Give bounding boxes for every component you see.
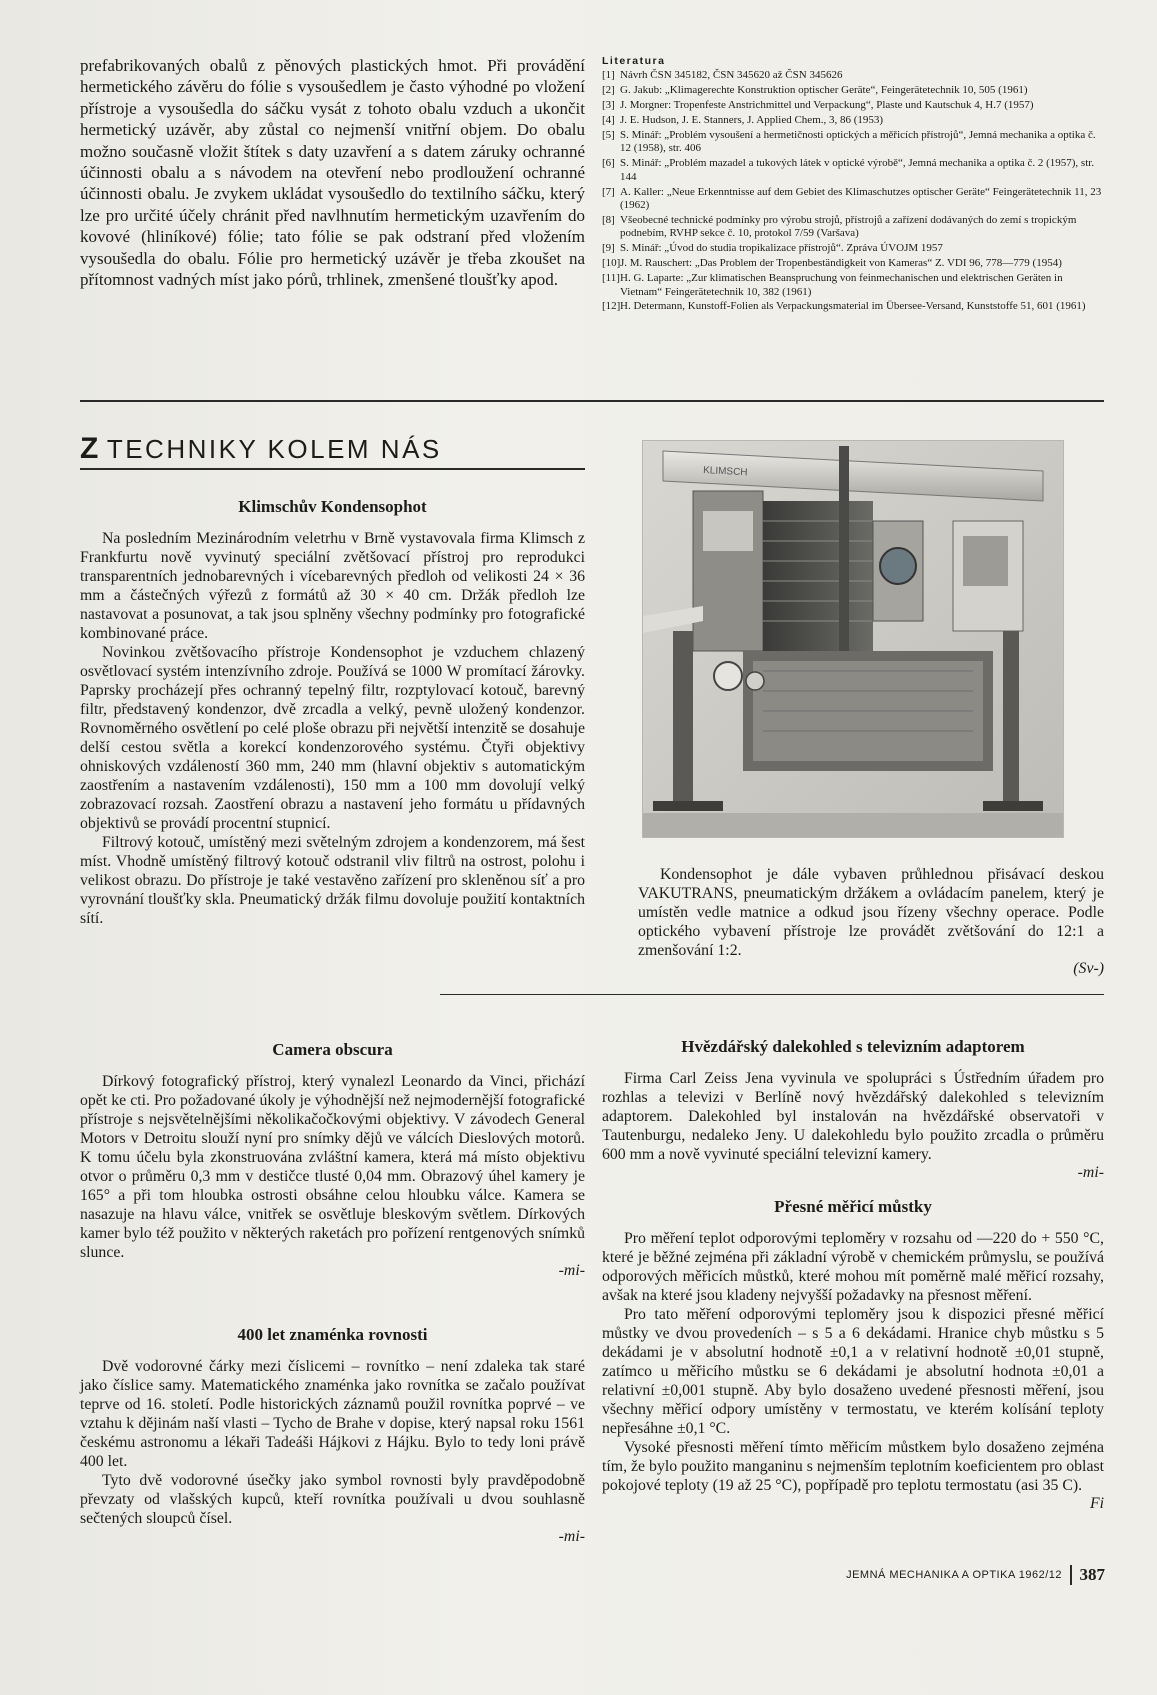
reference-item [602,84,1102,97]
article-paragraph: Na posledním Mezinárodním veletrhu v Brně vystavovala firma Klimsch z Frankfurtu nově vyvinutý speciální zvětšovací přístroj pro reprodukci transparentních jednobarevných i vícebarevných předloh od velikosti 24 × 36 mm a částečných výřezů z formátů až 30 × 40 cm. Držák předloh lze nastavovat a posunovat, a tak jsou splněny všechny podmínky pro fotografické kombinované práce. [80,530,585,642]
reference-item [602,257,1102,270]
reference-item [602,186,1102,213]
article-divider [440,994,1104,995]
reference-text: Všeobecné technické podmínky pro výrobu strojů, přístrojů a zařízení dodávaných do zemí s tropickým podnebím, RVHP sekce č. 10, protokol 7/59 (Varšava) [620,213,1077,240]
article-signature: -mi- [558,1262,585,1279]
reference-item [602,99,1102,112]
reference-text: G. Jakub: „Klimagerechte Konstruktion optischer Geräte“, Feingerätetechnik 10, 505 (1961) [620,84,1028,97]
article-paragraph: Vysoké přesnosti měření tímto měřicím můstkem bylo dosaženo zejména tím, že bylo použito manganinu s nejmenším teplotním koeficientem pro oblast pokojové teploty (19 až 25 °C), popřípadě pro teplotu termostatu (asi 35 C). [602,1439,1104,1494]
literature-list [602,55,1102,315]
article-paragraph: Pro tato měření odporovými teploměry jsou k dispozici přesné měřicí můstky ve dvou provedeních – s 5 a 6 dekádami. Hranice chyb můstku s 5 dekádami je v absolutní hodnotě ±0,1 a v relativní hodnotě ±0,01 stupně, zatímco u měřicího můstku se 6 dekádami je absolutní hodnota ±0,01 a relativní ±0,001 stupně. Aby bylo dosaženo uvedené přesnosti měření, jsou všechny měřicí odpory umístěny v termostatu, ve kterém kolísání teploty nepřesáhne ±0,1 °C. [602,1306,1104,1437]
reference-number: [2] [602,84,615,97]
reference-item [602,129,1102,156]
article-title: Klimschův Kondensophot [238,497,427,516]
reference-number: [8] [602,213,615,226]
reference-text: S. Minář: „Problém vysoušení a hermetičnosti optických a měřicích přístrojů“, Jemná mechanika a optika č. 12 (1958), str. 406 [620,129,1096,155]
reference-text: A. Kaller: „Neue Erkenntnisse auf dem Gebiet des Klimaschutzes optischer Geräte“ Feingerätetechnik 11, 23 (1962) [620,185,1102,212]
article-signature: (Sv-) [1073,960,1104,977]
reference-number: [10] [602,257,621,270]
reference-item [602,300,1102,313]
article-bridges [602,1197,1104,1513]
reference-number: [5] [602,129,615,142]
continuation-text [80,55,585,290]
section-heading-text: TECHNIKY KOLEM NÁS [106,434,442,464]
caption-text: Kondensophot je dále vybaven průhlednou přisávací deskou VAKUTRANS, pneumatickým držákem a ovládacím panelem, který je umístěn vedle matnice a odkud jsou řízeny všechny operace. Podle optického vybavení přístroje lze provádět zvětšování do 12:1 a zmenšování 1:2. [638,866,1104,959]
section-heading-initial: Z [80,432,101,465]
page-number: 387 [1079,1565,1105,1584]
article-signature: -mi- [558,1528,585,1545]
kondensophot-photo [642,440,1064,838]
article-camera-obscura [80,1040,585,1280]
photo-caption [638,865,1104,978]
reference-items [602,69,1102,313]
continuation-paragraph: prefabrikovaných obalů z pěnových plastických hmot. Při provádění hermetického závěru do fólie s vysoušedlem je často výhodné po vložení přístroje a vysoušedla do sáčku vysát z tohoto obalu vzduch a ukončit hermetický uzávěr, aby zůstal co nejmenší vnitřní objem. Do obalu možno současně vložit štítek s daty uzavření a s datem záruky ochranné účinnosti obalu a s návodem na otevření nebo prodloužení ochranné účinnosti obalu. Je zvykem ukládat vysoušedlo do textilního sáčku, který lze pro určité účely chránit před navlhnutím hermetickým uzavřením do kovové (hliníkové) fólie; tato fólie se pak odstraní před vložením vysoušedla do obalu. Fólie pro hermetický uzávěr je třeba zkoušet na přítomnost vadných míst jako pórů, trhlinek, zmenšené tloušťky apod. [80,56,585,290]
article-paragraph: Tyto dvě vodorovné úsečky jako symbol rovnosti byly pravděpodobně převzaty od vlašských kupců, kteří rovnítka používali u dvou souhlasně sečtených sloupců čísel. [80,1472,585,1527]
journal-name: JEMNÁ MECHANIKA A OPTIKA 1962/12 [846,1569,1062,1581]
reference-number: [9] [602,242,615,255]
article-paragraph: Filtrový kotouč, umístěný mezi světelným zdrojem a kondenzorem, má šest míst. Vhodně umístěný filtrový kotouč odstranil vliv filtrů na ostrost, polohu i velikost obrazu. Do přístroje je také vestavěno zařízení pro skleněnou síť a pro vyrovnání tloušťky skla. Pneumatický držák filmu dovoluje použití kontaktních sítí. [80,834,585,927]
article-title: Přesné měřicí můstky [774,1197,932,1216]
article-title: Hvězdářský dalekohled s televizním adaptorem [681,1037,1025,1056]
article-title: Camera obscura [272,1040,393,1059]
article-telescope [602,1037,1104,1182]
reference-number: [11] [602,272,620,285]
reference-number: [4] [602,114,615,127]
article-paragraph: Dvě vodorovné čárky mezi číslicemi – rovnítko – není zdaleka tak staré jako číslice samy. Matematického znaménka jako rovnítka se začalo používat teprve od 16. století. Podle historických záznamů použil rovnítka poprvé – ve vztahu k dějinám naší vlasti – Tycho de Brahe v dopise, který napsal roku 1561 českému astronomu a lékaři Tadeáši Hájkovi z Hájku. Bylo to tedy loni právě 400 let. [80,1358,585,1470]
page-footer [790,1565,1105,1585]
reference-text: J. Morgner: Tropenfeste Anstrichmittel und Verpackung“, Plaste und Kautschuk 4, H.7 (1957) [620,99,1034,112]
reference-number: [6] [602,157,615,170]
reference-text: J. M. Rauschert: „Das Problem der Tropenbeständigkeit von Kameras“ Z. VDI 96, 778—779 (1954) [620,257,1062,270]
reference-number: [12] [602,300,621,313]
article-signature: Fi [1089,1495,1104,1512]
article-paragraph: Novinkou zvětšovacího přístroje Kondensophot je vzduchem chlazený osvětlovací systém intenzívního zdroje. Používá se 1000 W promítací žárovky. Paprsky procházejí přes ochranný tepelný filtr, rozptylovací kotouč, barevný filtr, představený kondenzor, dvě zrcadla a velký, pevně uložený kondenzor. Rovnoměrného osvětlení po celé ploše obrazu při největší intenzitě se dosahuje delší cestou světla a korekcí kondenzorového systému. Čtyři objektivy ohniskových vzdáleností 360 mm, 240 mm (hlavní objektiv s automatickým zaostřením a nastavením vzdálenosti), 150 mm a 100 mm dovolují velký zobrazovací rozsah. Zaostření obrazu a nastavení jeho formátu u přídavných objektivů se provádí procentní stupnicí. [80,644,585,832]
article-equals-sign [80,1325,585,1546]
footer-separator [1070,1565,1072,1585]
article-paragraph: Pro měření teplot odporovými teploměry v rozsahu od —220 do + 550 °C, které je běžné zejména při základní výrobě v chemickém průmyslu, se používá odporových měřicích můstků, které mohou mít poměrně malé měřicí rozsahy, avšak na které jsou kladeny nejvyšší požadavky na přesnost měření. [602,1230,1104,1304]
reference-text: S. Minář: „Úvod do studia tropikalizace přístrojů“. Zpráva ÚVOJM 1957 [620,242,943,255]
reference-item [602,157,1102,184]
reference-text: H. Determann, Kunstoff-Folien als Verpackungsmaterial im Übersee-Versand, Kunststoffe 51, 601 (1961) [620,300,1086,313]
reference-number: [3] [602,99,615,112]
device-label: KLIMSCH [702,465,748,479]
reference-text: S. Minář: „Problém mazadel a tukových látek v optické výrobě“, Jemná mechanika a optika č. 2 (1957), str. 144 [620,157,1095,183]
section-heading [80,432,585,470]
reference-number: [1] [602,69,615,82]
reference-item [602,69,1102,82]
article-signature: -mi- [1077,1164,1104,1181]
device-illustration [643,441,1064,838]
reference-item [602,214,1102,241]
reference-text: Návrh ČSN 345182, ČSN 345620 až ČSN 345626 [620,69,843,82]
reference-item [602,242,1102,255]
reference-text: H. G. Laparte: „Zur klimatischen Beanspruchung von feinmechanischen und elektrischen Geräten in Vietnam“ Feingerätetechnik 10, 382 (1961) [620,272,1063,298]
literature-heading: Literatura [602,55,666,67]
article-paragraph: Dírkový fotografický přístroj, který vynalezl Leonardo da Vinci, přichází opět ke cti. Pro požadované úkoly je výhodnější než nejmodernější fotografické přístroje s nejsvětelnějšími několikačočkovými objektivy. V závodech General Motors v Detroitu slouží nyní pro snímky dějů ve válcích Dieslových motorů. K tomu účelu byla zkonstruována zvláštní kamera, která má místo objektivu otvor o průměru 0,3 mm v destičce tlusté 0,04 mm. Obrazový úhel kamery je 165° a při tom hloubka ostrosti obsáhne celou hloubku válce. Kamera se nasazuje na hlavu válce, vnitřek se osvětluje bleskovým světlem. Dírkových kamer bylo též použito v některých raketách pro pořízení rentgenových snímků slunce. [80,1073,585,1261]
reference-item [602,272,1102,299]
article-paragraph: Firma Carl Zeiss Jena vyvinula ve spolupráci s Ústředním úřadem pro rozhlas a televizi v Berlíně nový hvězdářský dalekohled s televizním adaptorem. Dalekohled byl instalován na hvězdářské observatoři v Tautenburgu, nedaleko Jeny. U dalekohledu bylo použito zrcadla o průměru 600 mm a nově vyvinuté speciální televizní kamery. [602,1070,1104,1163]
section-divider [80,400,1104,402]
reference-item [602,114,1102,127]
reference-text: J. E. Hudson, J. E. Stanners, J. Applied Chem., 3, 86 (1953) [620,114,884,127]
reference-number: [7] [602,185,615,198]
article-title: 400 let znaménka rovnosti [237,1325,428,1344]
article-kondensophot [80,497,585,928]
